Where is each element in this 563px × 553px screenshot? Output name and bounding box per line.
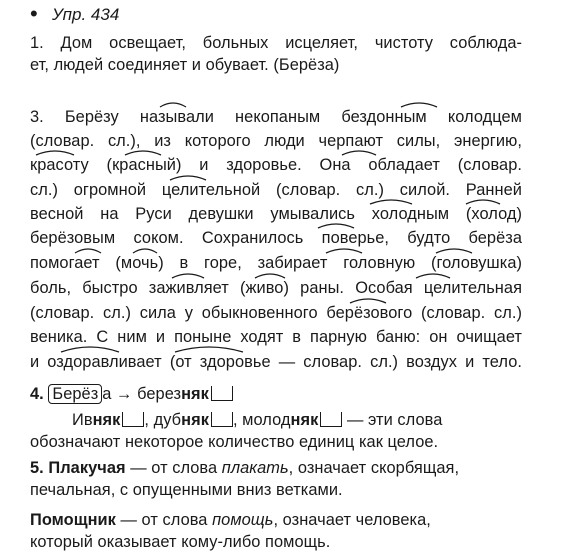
task3-line6: берёзовым соком. Сохранилось поверье, будто берёза xyxy=(30,229,522,247)
exercise-title: Упр. 434 xyxy=(52,5,120,24)
task3-line4: сл.) огромной целительной (словар. сл.) силой. Ранней xyxy=(30,181,522,199)
task3-line5: весной на Руси девушки умывались холодным (холод) xyxy=(30,205,522,223)
word2-root: берез xyxy=(137,385,182,403)
ending-box-icon xyxy=(122,412,144,427)
suffix-word-c: няк xyxy=(290,411,319,429)
task5-line1 xyxy=(30,458,459,478)
task4-number: 4. xyxy=(30,385,44,403)
suffix-word2: няк xyxy=(181,385,209,403)
word-a-root: Ив xyxy=(72,411,93,429)
ending-box-icon xyxy=(211,412,233,427)
task4-line3: обозначают некоторое количество единиц как целое. xyxy=(30,433,439,451)
task3-line2: (словар. сл.), из которого люди черпают силы, энергию, xyxy=(30,132,522,150)
task3-line9: (словар. сл.) сила у обыкновенного берёзового (словар. сл.) xyxy=(30,304,522,322)
task6-connector: — от слова xyxy=(115,511,213,529)
task4-line2 xyxy=(72,410,442,430)
task1-line2: ет, людей соединяет и обувает. (Берёза) xyxy=(30,56,340,74)
task3-line3: красоту (красный) и здоровье. Она обладает (словар. xyxy=(30,156,522,174)
separator-2: , xyxy=(232,411,238,429)
task5-source-word: плакать xyxy=(221,459,289,477)
ending-box-icon xyxy=(211,386,233,401)
task5-line2: печальная, с опущенными вниз ветками. xyxy=(30,481,343,499)
task6-line2: который оказывает кому-либо помощь. xyxy=(30,533,331,551)
root-box: Берёз xyxy=(48,384,102,404)
task4-line1 xyxy=(30,384,233,404)
ending-word1: а xyxy=(102,385,112,403)
separator-1: , xyxy=(144,411,150,429)
task3-line10: веника. С ним и поныне ходят в парную баню: он очищает xyxy=(30,328,522,346)
task6-line1 xyxy=(30,510,431,530)
task6-rest: , означает человека, xyxy=(273,511,431,529)
ending-box-icon xyxy=(320,412,342,427)
task5-connector: — от слова xyxy=(125,459,222,477)
task6-term: Помощник xyxy=(30,511,116,529)
word-b-root: дуб xyxy=(153,411,182,429)
arrow-icon: → xyxy=(116,385,133,403)
task5-term: 5. Плакучая xyxy=(30,459,126,477)
task3-line1: 3. Берёзу называли некопаным бездонным колодцем xyxy=(30,108,522,126)
word-c-root: молод xyxy=(242,411,291,429)
task3-line7: помогает (мочь) в горе, забирает головную (головушка) xyxy=(30,254,522,272)
task5-rest: , означает скорбящая, xyxy=(288,459,460,477)
task3-line11: и оздоравливает (от здоровье — словар. сл.) воздух и тело. xyxy=(30,353,522,371)
suffix-word-b: няк xyxy=(181,411,209,429)
task1-line1: 1. Дом освещает, больных исцеляет, чистоту соблюда- xyxy=(30,34,522,52)
suffix-word-a: няк xyxy=(92,411,121,429)
task4-line2-rest: — эти слова xyxy=(342,411,443,429)
task3-line8: боль, быстро заживляет (живо) раны. Особая целительная xyxy=(30,279,522,297)
bullet-icon: • xyxy=(30,1,38,26)
task6-source-word: помощь xyxy=(212,511,274,529)
